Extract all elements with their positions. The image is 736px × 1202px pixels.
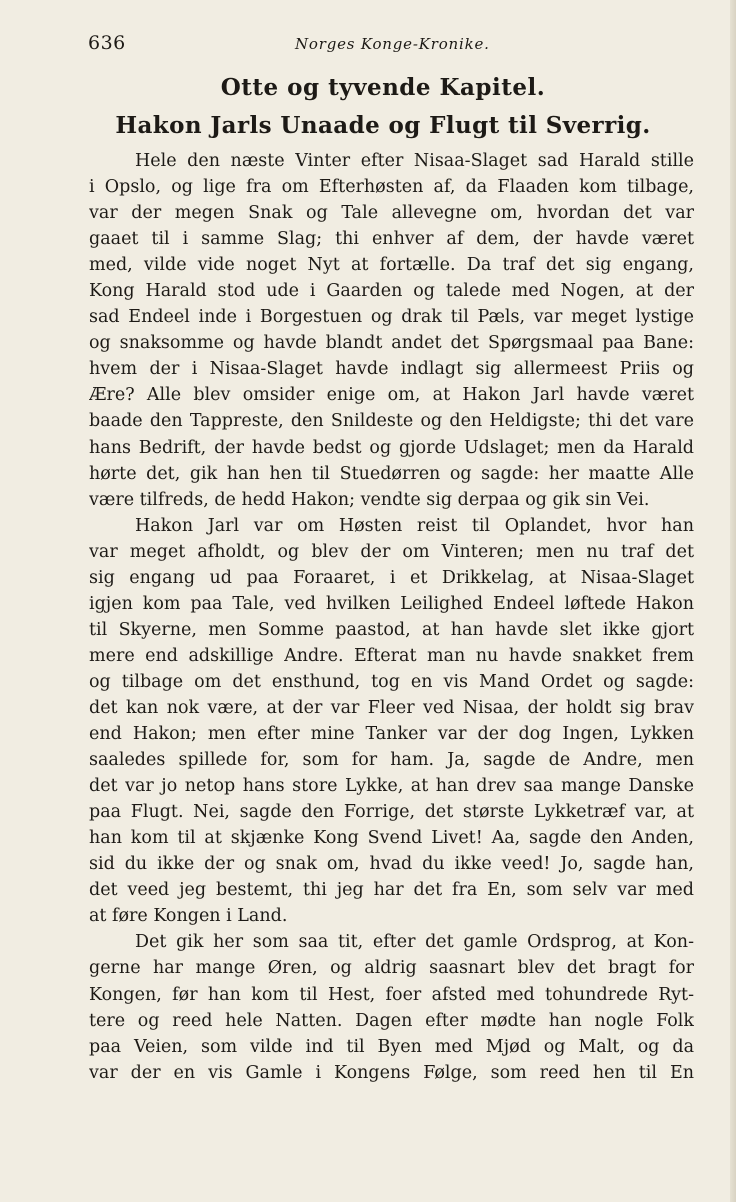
text-line: paa Veien, som vilde ind til Byen med Mjød og Malt, og da bbox=[89, 1036, 694, 1057]
chapter-subheading: Hakon Jarls Unaade og Flugt til Sverrig. bbox=[115, 112, 651, 139]
text-line: med, vilde vide noget Nyt at fortælle. Da traf det sig engang, bbox=[89, 255, 694, 276]
text-line: det kan nok være, at der var Fleer ved Nisaa, der holdt sig brav bbox=[89, 697, 694, 718]
text-line: Ære? Alle blev omsider enige om, at Hakon Jarl havde været bbox=[89, 385, 694, 406]
text-line: Hele den næste Vinter efter Nisaa-Slaget sad Harald stille bbox=[135, 151, 694, 171]
text-line: saaledes spillede for, som for ham. Ja, sagde de Andre, men bbox=[89, 750, 694, 771]
text-line: og tilbage om det ensthund, tog en vis Mand Ordet og sagde: bbox=[89, 671, 694, 692]
text-line: det var jo netop hans store Lykke, at han drev saa mange Danske bbox=[89, 776, 694, 797]
text-line: i Opslo, og lige fra om Efterhøsten af, da Flaaden kom tilbage, bbox=[89, 177, 694, 198]
text-line: gerne har mange Øren, og aldrig saasnart blev det bragt for bbox=[89, 958, 694, 979]
text-line: til Skyerne, men Somme paastod, at han havde slet ikke gjort bbox=[89, 619, 694, 640]
text-line: og snaksomme og havde blandt andet det Spørgsmaal paa Bane: bbox=[89, 333, 694, 354]
text-line: hvem der i Nisaa-Slaget havde indlagt sig allermeest Priis og bbox=[89, 359, 694, 380]
text-line: sad Endeel inde i Borgestuen og drak til Pæls, var meget lystige bbox=[89, 307, 694, 328]
text-line: Det gik her som saa tit, efter det gamle Ordsprog, at Kon- bbox=[135, 932, 694, 953]
running-title: Norges Konge-Kronike. bbox=[295, 35, 490, 53]
page-number: 636 bbox=[88, 32, 126, 54]
text-line: være tilfreds, de hedd Hakon; vendte sig derpaa og gik sin Vei. bbox=[89, 489, 650, 510]
text-line: gaaet til i samme Slag; thi enhver af dem, der havde været bbox=[89, 229, 694, 250]
text-line: var meget afholdt, og blev der om Vinteren; men nu traf det bbox=[89, 541, 694, 562]
text-line: tere og reed hele Natten. Dagen efter mødte han nogle Folk bbox=[89, 1010, 694, 1031]
chapter-heading: Otte og tyvende Kapitel. bbox=[220, 74, 546, 101]
text-line: var der megen Snak og Tale allevegne om, hvordan det var bbox=[89, 203, 694, 224]
text-line: Hakon Jarl var om Høsten reist til Oplandet, hvor han bbox=[135, 515, 694, 536]
text-line: sig engang ud paa Foraaret, i et Drikkelag, at Nisaa-Slaget bbox=[89, 567, 694, 588]
text-line: Kong Harald stod ude i Gaarden og talede med Nogen, at der bbox=[89, 281, 694, 302]
text-line: end Hakon; men efter mine Tanker var der dog Ingen, Lykken bbox=[89, 724, 694, 745]
body-text bbox=[89, 148, 694, 1086]
running-head bbox=[88, 32, 678, 60]
text-line: det veed jeg bestemt, thi jeg har det fra En, som selv var med bbox=[89, 880, 694, 901]
text-line: hørte det, gik han hen til Stuedørren og sagde: her maatte Alle bbox=[89, 463, 694, 484]
text-line: at føre Kongen i Land. bbox=[89, 906, 288, 927]
text-line: han kom til at skjænke Kong Svend Livet! Aa, sagde den Anden, bbox=[89, 828, 694, 849]
text-line: hans Bedrift, der havde bedst og gjorde Udslaget; men da Harald bbox=[89, 437, 694, 458]
page-edge bbox=[730, 0, 736, 1202]
text-line: mere end adskillige Andre. Efterat man nu havde snakket frem bbox=[89, 645, 694, 666]
text-line: var der en vis Gamle i Kongens Følge, som reed hen til En bbox=[89, 1062, 694, 1083]
text-line: baade den Tappreste, den Snildeste og den Heldigste; thi det vare bbox=[89, 411, 694, 432]
text-line: Kongen, før han kom til Hest, foer afsted med tohundrede Ryt- bbox=[89, 984, 694, 1005]
text-line: sid du ikke der og snak om, hvad du ikke veed! Jo, sagde han, bbox=[89, 854, 694, 875]
text-line: igjen kom paa Tale, ved hvilken Leilighed Endeel løftede Hakon bbox=[89, 593, 694, 614]
text-line: paa Flugt. Nei, sagde den Forrige, det største Lykketræf var, at bbox=[89, 802, 694, 823]
